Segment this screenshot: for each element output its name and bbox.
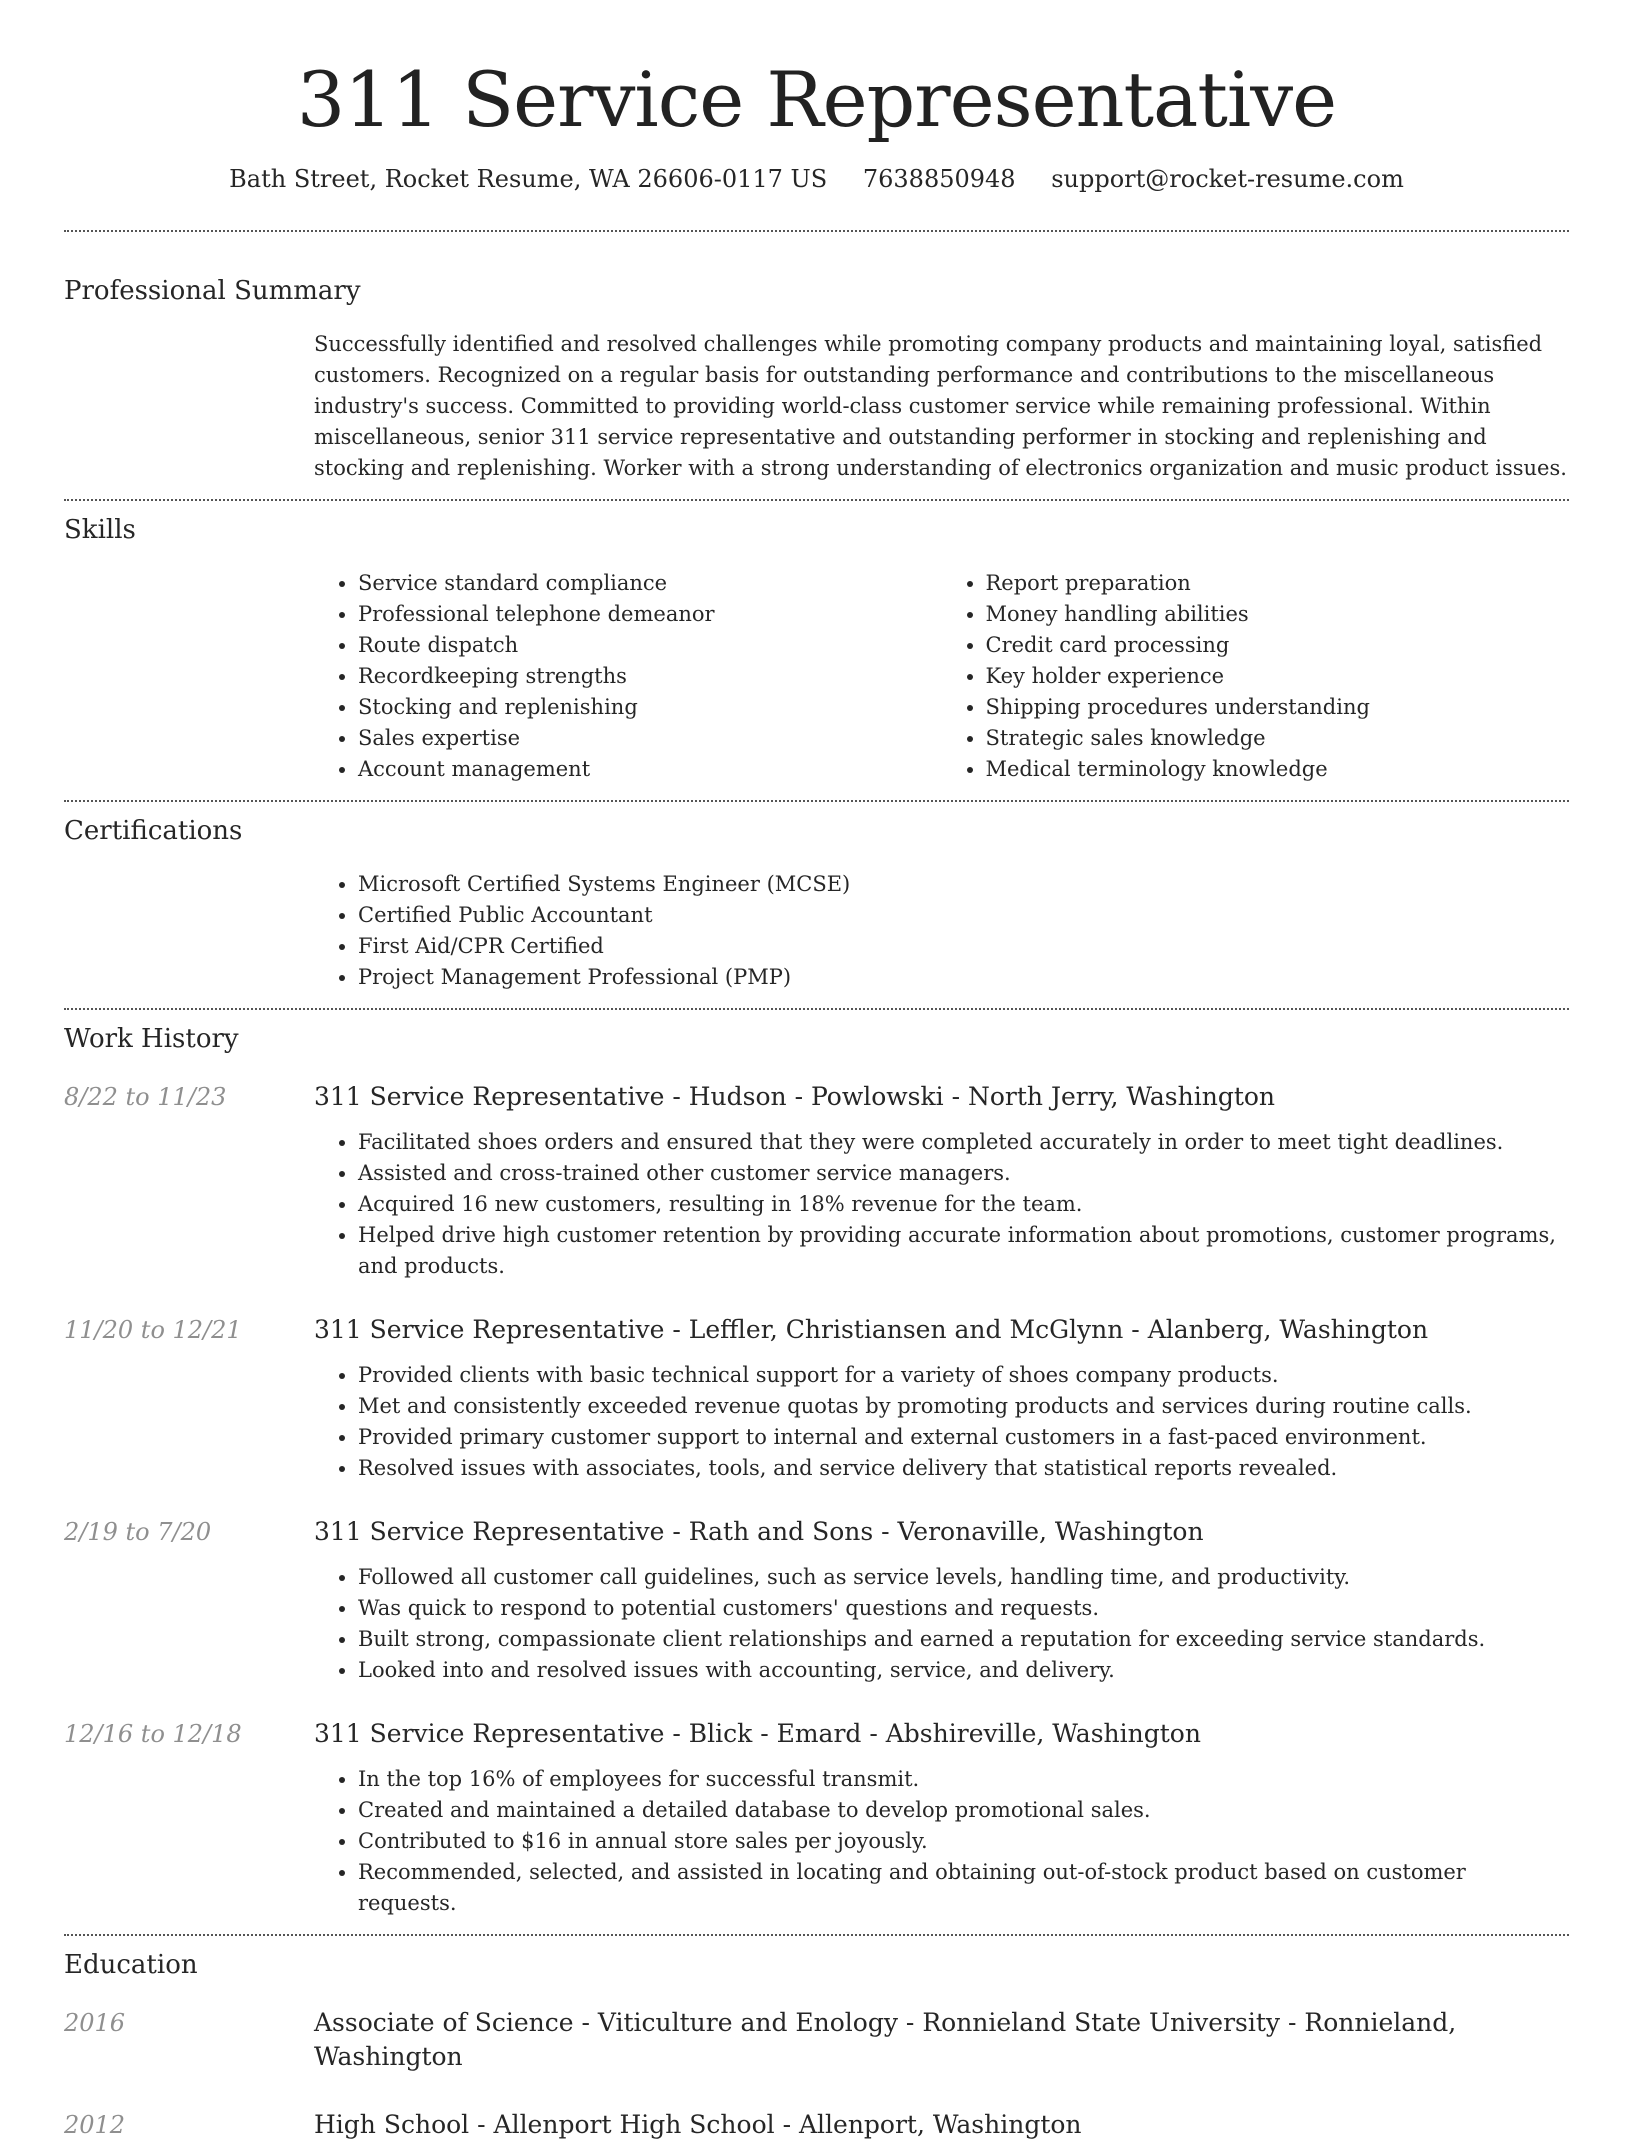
job-entry — [64, 1313, 1569, 1484]
job-header — [64, 1515, 1569, 1549]
job-bullet: • Provided clients with basic technical support for a variety of shoes company products. — [358, 1360, 1569, 1391]
job-header — [64, 1313, 1569, 1347]
skills-columns — [314, 568, 1569, 785]
skill-item: • Money handling abilities — [986, 599, 1570, 630]
job-bullet: • Contributed to $16 in annual store sales per joyously. — [358, 1826, 1569, 1857]
job-date: 8/22 to 11/23 — [64, 1083, 227, 1111]
job-date: 12/16 to 12/18 — [64, 1720, 242, 1748]
summary-section — [64, 274, 1569, 484]
section-title-summary: Professional Summary — [64, 276, 361, 306]
job-date: 2/19 to 7/20 — [64, 1518, 212, 1546]
skill-item: • Route dispatch — [358, 630, 942, 661]
job-bullet: • Met and consistently exceeded revenue quotas by promoting products and services during routine calls. — [358, 1391, 1569, 1422]
job-bullet: • Facilitated shoes orders and ensured that they were completed accurately in order to meet tight deadlines. — [358, 1127, 1569, 1158]
phone: 7638850948 — [862, 165, 1016, 193]
divider — [64, 1934, 1569, 1936]
job-bullet: • Followed all customer call guidelines, such as service levels, handling time, and productivity. — [358, 1562, 1569, 1593]
summary-text: Successfully identified and resolved challenges while promoting company products and maintaining loyal, satisfied customers. Recognized on a regular basis for outstanding performance and contributions to the miscellaneous industry's success. Committed to providing world-class customer service while remaining professional. Within miscellaneous, senior 311 service representative and outstanding performer in stocking and replenishing and stocking and replenishing. Worker with a strong understanding of electronics organization and music product issues. — [314, 332, 1567, 480]
skill-item: • Account management — [358, 754, 942, 785]
section-title-work-history: Work History — [64, 1024, 239, 1054]
skill-item: • Report preparation — [986, 568, 1570, 599]
job-title: 311 Service Representative - Blick - Emard - Abshireville, Washington — [314, 1719, 1201, 1748]
education-title: High School - Allenport High School - Allenport, Washington — [314, 2110, 1082, 2139]
job-bullet: • Assisted and cross-trained other customer service managers. — [358, 1158, 1569, 1189]
job-title: 311 Service Representative - Hudson - Powlowski - North Jerry, Washington — [314, 1082, 1276, 1111]
skill-item: • Key holder experience — [986, 661, 1570, 692]
job-title: 311 Service Representative - Leffler, Christiansen and McGlynn - Alanberg, Washington — [314, 1315, 1429, 1344]
skill-item: • Sales expertise — [358, 723, 942, 754]
skill-item: • Recordkeeping strengths — [358, 661, 942, 692]
job-bullet: • Acquired 16 new customers, resulting in 18% revenue for the team. — [358, 1189, 1569, 1220]
skill-item: • Professional telephone demeanor — [358, 599, 942, 630]
skill-item: • Service standard compliance — [358, 568, 942, 599]
job-bullet: • Recommended, selected, and assisted in locating and obtaining out-of-stock product based on customer requests. — [358, 1857, 1569, 1919]
address: Bath Street, Rocket Resume, WA 26606-0117 US — [229, 165, 828, 193]
skill-item: • Shipping procedures understanding — [986, 692, 1570, 723]
education-date: 2016 — [64, 2009, 126, 2037]
education-entry — [64, 2108, 1569, 2142]
skill-item: • Credit card processing — [986, 630, 1570, 661]
job-bullet: • Built strong, compassionate client relationships and earned a reputation for exceeding service standards. — [358, 1624, 1569, 1655]
skill-item: • Strategic sales knowledge — [986, 723, 1570, 754]
job-bullets — [314, 1127, 1569, 1282]
summary-body — [314, 329, 1569, 484]
certification-item: • Certified Public Accountant — [358, 900, 1569, 931]
job-title: 311 Service Representative - Rath and Sons - Veronaville, Washington — [314, 1517, 1204, 1546]
job-bullets — [314, 1360, 1569, 1484]
skills-section — [64, 513, 1569, 785]
job-header — [64, 1080, 1569, 1114]
job-bullet: • Was quick to respond to potential customers' questions and requests. — [358, 1593, 1569, 1624]
job-bullet: • Created and maintained a detailed database to develop promotional sales. — [358, 1795, 1569, 1826]
skill-item: • Medical terminology knowledge — [986, 754, 1570, 785]
resume-page — [64, 0, 1569, 2142]
email: support@rocket-resume.com — [1051, 165, 1404, 193]
candidate-name: 311 Service Representative — [296, 55, 1337, 144]
job-bullet: • Looked into and resolved issues with accounting, service, and delivery. — [358, 1655, 1569, 1686]
section-title-skills: Skills — [64, 515, 136, 545]
job-bullet: • Helped drive high customer retention by providing accurate information about promotions, customer programs, and products. — [358, 1220, 1569, 1282]
certifications-section — [64, 814, 1569, 993]
job-entry — [64, 1717, 1569, 1919]
divider — [64, 800, 1569, 802]
education-title: Associate of Science - Viticulture and Enology - Ronnieland State University - Ronnieland, Washington — [314, 2008, 1457, 2071]
skill-item: • Stocking and replenishing — [358, 692, 942, 723]
job-bullet: • Provided primary customer support to internal and external customers in a fast-paced environment. — [358, 1422, 1569, 1453]
job-entry — [64, 1080, 1569, 1282]
certification-item: • First Aid/CPR Certified — [358, 931, 1569, 962]
divider — [64, 499, 1569, 501]
divider — [64, 230, 1569, 232]
section-title-certifications: Certifications — [64, 816, 243, 846]
education-entry — [64, 2006, 1569, 2074]
divider — [64, 1008, 1569, 1010]
skills-list-left — [314, 568, 942, 785]
education-section — [64, 1948, 1569, 2142]
contact-line — [64, 162, 1569, 196]
work-history-section — [64, 1022, 1569, 1919]
certification-item: • Microsoft Certified Systems Engineer (MCSE) — [358, 869, 1569, 900]
job-bullets — [314, 1764, 1569, 1919]
section-title-education: Education — [64, 1950, 198, 1980]
job-entry — [64, 1515, 1569, 1686]
job-date: 11/20 to 12/21 — [64, 1316, 242, 1344]
job-header — [64, 1717, 1569, 1751]
certifications-body — [314, 869, 1569, 993]
job-bullet: • Resolved issues with associates, tools, and service delivery that statistical reports revealed. — [358, 1453, 1569, 1484]
certifications-list — [314, 869, 1569, 993]
job-bullets — [314, 1562, 1569, 1686]
skills-list-right — [942, 568, 1570, 785]
education-date: 2012 — [64, 2111, 126, 2139]
job-bullet: • In the top 16% of employees for successful transmit. — [358, 1764, 1569, 1795]
certification-item: • Project Management Professional (PMP) — [358, 962, 1569, 993]
